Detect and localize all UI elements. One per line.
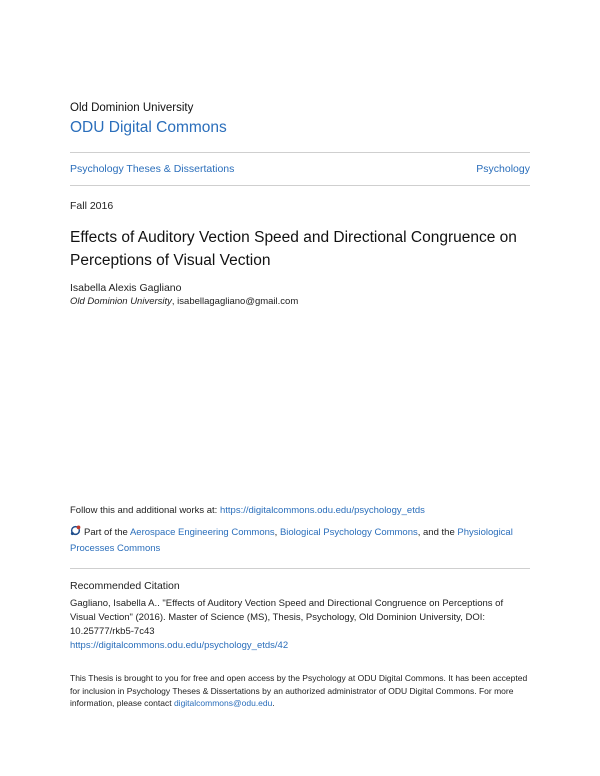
- citation-url-link[interactable]: https://digitalcommons.odu.edu/psychology_etds/42: [70, 640, 289, 651]
- author-email: , isabellagagliano@gmail.com: [171, 296, 299, 307]
- publication-date: Fall 2016: [70, 200, 114, 212]
- institution-name: Old Dominion University: [70, 102, 194, 114]
- citation-divider: [70, 568, 530, 569]
- access-notice: [70, 672, 530, 710]
- notice-text: This Thesis is brought to you for free and open access by the Psychology at ODU Digital Commons. It has been accepted for inclusion in Psychology Theses & Dissertations by an authorized administrator of ODU Digital Commons. For more information, please contact: [70, 673, 528, 708]
- department-link[interactable]: Psychology: [476, 163, 530, 175]
- follow-text: Follow this and additional works at:: [70, 505, 220, 516]
- part-of-line: [70, 525, 532, 557]
- affiliation-name: Old Dominion University: [70, 296, 172, 307]
- header-divider-bottom: [70, 185, 530, 186]
- contact-email-link[interactable]: digitalcommons@odu.edu: [173, 698, 273, 708]
- follow-url-link[interactable]: https://digitalcommons.odu.edu/psychology_etds: [219, 505, 425, 516]
- part-of-sep2: , and the: [417, 527, 458, 538]
- recommended-citation-heading: Recommended Citation: [70, 580, 180, 592]
- header-divider-top: [70, 152, 530, 153]
- author-affiliation: [70, 296, 298, 307]
- aerospace-commons-link[interactable]: Aerospace Engineering Commons: [129, 527, 275, 538]
- document-title: Effects of Auditory Vection Speed and Directional Congruence on Perceptions of Visual Vection: [70, 229, 517, 269]
- commons-network-icon: [70, 525, 81, 536]
- author-name: Isabella Alexis Gagliano: [70, 282, 182, 294]
- part-of-prefix: Part of the: [84, 527, 130, 538]
- recommended-citation-body: [70, 597, 530, 653]
- part-of-sep1: ,: [274, 527, 280, 538]
- biological-psychology-commons-link[interactable]: Biological Psychology Commons: [279, 527, 418, 538]
- repository-link[interactable]: ODU Digital Commons: [70, 119, 227, 136]
- physiological-processes-commons-link[interactable]: Physiological Processes Commons: [70, 527, 513, 554]
- series-link[interactable]: Psychology Theses & Dissertations: [70, 163, 235, 175]
- citation-text: Gagliano, Isabella A.. "Effects of Auditory Vection Speed and Directional Congruence on Perceptions of Visual Vection" (2016). Master of Science (MS), Thesis, Psychology, Old Dominion University, DOI: 10.25777/rkb5-7c43: [70, 598, 504, 637]
- notice-end: .: [272, 698, 275, 708]
- follow-line: [70, 505, 425, 516]
